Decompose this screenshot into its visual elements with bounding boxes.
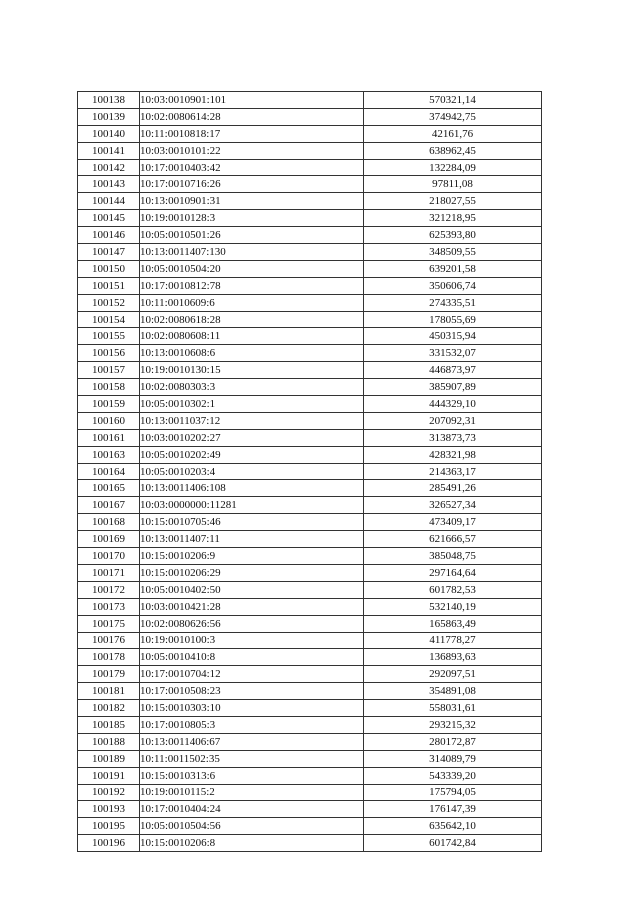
table-row [78, 92, 542, 109]
row-number-cell: 100179 [78, 666, 140, 683]
cadastral-number-cell: 10:13:0011406:67 [140, 733, 364, 750]
row-number-cell: 100142 [78, 159, 140, 176]
table-row [78, 345, 542, 362]
table-row [78, 108, 542, 125]
table-row [78, 176, 542, 193]
row-number-cell: 100173 [78, 598, 140, 615]
table-row [78, 700, 542, 717]
value-cell: 601742,84 [364, 835, 542, 852]
value-cell: 136893,63 [364, 649, 542, 666]
table-row [78, 260, 542, 277]
row-number-cell: 100151 [78, 277, 140, 294]
row-number-cell: 100170 [78, 548, 140, 565]
table-row [78, 750, 542, 767]
row-number-cell: 100161 [78, 429, 140, 446]
cadastral-number-cell: 10:19:0010130:15 [140, 362, 364, 379]
table-row [78, 581, 542, 598]
cadastral-number-cell: 10:13:0011407:11 [140, 531, 364, 548]
cadastral-number-cell: 10:05:0010501:26 [140, 227, 364, 244]
table-row [78, 244, 542, 261]
row-number-cell: 100191 [78, 767, 140, 784]
value-cell: 280172,87 [364, 733, 542, 750]
row-number-cell: 100140 [78, 125, 140, 142]
table-row [78, 396, 542, 413]
cadastral-number-cell: 10:15:0010206:9 [140, 548, 364, 565]
row-number-cell: 100193 [78, 801, 140, 818]
value-cell: 42161,76 [364, 125, 542, 142]
row-number-cell: 100176 [78, 632, 140, 649]
row-number-cell: 100143 [78, 176, 140, 193]
table-row [78, 767, 542, 784]
row-number-cell: 100164 [78, 463, 140, 480]
cadastral-number-cell: 10:11:0010818:17 [140, 125, 364, 142]
table-row [78, 835, 542, 852]
table-row [78, 429, 542, 446]
table-row [78, 379, 542, 396]
table-row [78, 598, 542, 615]
cadastral-number-cell: 10:02:0080626:56 [140, 615, 364, 632]
table-row [78, 649, 542, 666]
value-cell: 292097,51 [364, 666, 542, 683]
cadastral-number-cell: 10:03:0010901:101 [140, 92, 364, 109]
cadastral-number-cell: 10:17:0010508:23 [140, 683, 364, 700]
table-row [78, 193, 542, 210]
row-number-cell: 100169 [78, 531, 140, 548]
row-number-cell: 100141 [78, 142, 140, 159]
value-cell: 297164,64 [364, 564, 542, 581]
value-cell: 97811,08 [364, 176, 542, 193]
value-cell: 214363,17 [364, 463, 542, 480]
table-row [78, 210, 542, 227]
table-row [78, 801, 542, 818]
table-row [78, 564, 542, 581]
value-cell: 285491,26 [364, 480, 542, 497]
row-number-cell: 100150 [78, 260, 140, 277]
cadastral-number-cell: 10:05:0010410:8 [140, 649, 364, 666]
cadastral-number-cell: 10:05:0010302:1 [140, 396, 364, 413]
value-cell: 313873,73 [364, 429, 542, 446]
value-cell: 411778,27 [364, 632, 542, 649]
row-number-cell: 100192 [78, 784, 140, 801]
value-cell: 321218,95 [364, 210, 542, 227]
row-number-cell: 100147 [78, 244, 140, 261]
value-cell: 374942,75 [364, 108, 542, 125]
table-row [78, 683, 542, 700]
cadastral-number-cell: 10:05:0010203:4 [140, 463, 364, 480]
row-number-cell: 100145 [78, 210, 140, 227]
table-row [78, 497, 542, 514]
table-row [78, 615, 542, 632]
value-cell: 218027,55 [364, 193, 542, 210]
cadastral-number-cell: 10:05:0010402:50 [140, 581, 364, 598]
table-row [78, 125, 542, 142]
cadastral-number-cell: 10:02:0080608:11 [140, 328, 364, 345]
value-cell: 348509,55 [364, 244, 542, 261]
table-body [78, 92, 542, 852]
value-cell: 639201,58 [364, 260, 542, 277]
row-number-cell: 100185 [78, 716, 140, 733]
cadastral-number-cell: 10:11:0010609:6 [140, 294, 364, 311]
value-cell: 350606,74 [364, 277, 542, 294]
row-number-cell: 100178 [78, 649, 140, 666]
table-row [78, 480, 542, 497]
row-number-cell: 100189 [78, 750, 140, 767]
value-cell: 165863,49 [364, 615, 542, 632]
cadastral-number-cell: 10:19:0010115:2 [140, 784, 364, 801]
value-cell: 326527,34 [364, 497, 542, 514]
value-cell: 638962,45 [364, 142, 542, 159]
row-number-cell: 100175 [78, 615, 140, 632]
row-number-cell: 100165 [78, 480, 140, 497]
value-cell: 132284,09 [364, 159, 542, 176]
cadastral-number-cell: 10:03:0010101:22 [140, 142, 364, 159]
row-number-cell: 100182 [78, 700, 140, 717]
value-cell: 601782,53 [364, 581, 542, 598]
value-cell: 428321,98 [364, 446, 542, 463]
cadastral-number-cell: 10:15:0010206:29 [140, 564, 364, 581]
row-number-cell: 100157 [78, 362, 140, 379]
cadastral-number-cell: 10:19:0010100:3 [140, 632, 364, 649]
table-row [78, 311, 542, 328]
table-row [78, 277, 542, 294]
row-number-cell: 100181 [78, 683, 140, 700]
row-number-cell: 100171 [78, 564, 140, 581]
row-number-cell: 100195 [78, 818, 140, 835]
table-row [78, 328, 542, 345]
value-cell: 385048,75 [364, 548, 542, 565]
value-cell: 625393,80 [364, 227, 542, 244]
value-cell: 331532,07 [364, 345, 542, 362]
table-row [78, 227, 542, 244]
value-cell: 621666,57 [364, 531, 542, 548]
value-cell: 558031,61 [364, 700, 542, 717]
cadastral-value-table [77, 91, 542, 852]
table-row [78, 784, 542, 801]
table-row [78, 818, 542, 835]
cadastral-number-cell: 10:17:0010704:12 [140, 666, 364, 683]
value-cell: 314089,79 [364, 750, 542, 767]
value-cell: 532140,19 [364, 598, 542, 615]
row-number-cell: 100160 [78, 412, 140, 429]
cadastral-number-cell: 10:17:0010812:78 [140, 277, 364, 294]
table-row [78, 412, 542, 429]
row-number-cell: 100167 [78, 497, 140, 514]
row-number-cell: 100138 [78, 92, 140, 109]
table-row [78, 666, 542, 683]
cadastral-number-cell: 10:15:0010206:8 [140, 835, 364, 852]
cadastral-number-cell: 10:02:0080618:28 [140, 311, 364, 328]
cadastral-number-cell: 10:03:0000000:11281 [140, 497, 364, 514]
cadastral-number-cell: 10:19:0010128:3 [140, 210, 364, 227]
row-number-cell: 100158 [78, 379, 140, 396]
cadastral-number-cell: 10:05:0010504:56 [140, 818, 364, 835]
value-cell: 635642,10 [364, 818, 542, 835]
cadastral-number-cell: 10:17:0010404:24 [140, 801, 364, 818]
cadastral-number-cell: 10:17:0010403:42 [140, 159, 364, 176]
cadastral-number-cell: 10:13:0011407:130 [140, 244, 364, 261]
value-cell: 444329,10 [364, 396, 542, 413]
value-cell: 543339,20 [364, 767, 542, 784]
cadastral-number-cell: 10:15:0010313:6 [140, 767, 364, 784]
cadastral-number-cell: 10:17:0010805:3 [140, 716, 364, 733]
value-cell: 175794,05 [364, 784, 542, 801]
row-number-cell: 100188 [78, 733, 140, 750]
cadastral-number-cell: 10:11:0011502:35 [140, 750, 364, 767]
table-row [78, 142, 542, 159]
row-number-cell: 100146 [78, 227, 140, 244]
row-number-cell: 100139 [78, 108, 140, 125]
cadastral-number-cell: 10:03:0010421:28 [140, 598, 364, 615]
table-row [78, 463, 542, 480]
table-row [78, 531, 542, 548]
value-cell: 473409,17 [364, 514, 542, 531]
row-number-cell: 100156 [78, 345, 140, 362]
row-number-cell: 100172 [78, 581, 140, 598]
row-number-cell: 100155 [78, 328, 140, 345]
row-number-cell: 100196 [78, 835, 140, 852]
value-cell: 354891,08 [364, 683, 542, 700]
cadastral-number-cell: 10:13:0010901:31 [140, 193, 364, 210]
table-row [78, 548, 542, 565]
table-row [78, 294, 542, 311]
table-row [78, 716, 542, 733]
value-cell: 570321,14 [364, 92, 542, 109]
cadastral-number-cell: 10:13:0011406:108 [140, 480, 364, 497]
value-cell: 385907,89 [364, 379, 542, 396]
row-number-cell: 100152 [78, 294, 140, 311]
table-row [78, 446, 542, 463]
row-number-cell: 100163 [78, 446, 140, 463]
table-row [78, 362, 542, 379]
value-cell: 207092,31 [364, 412, 542, 429]
value-cell: 450315,94 [364, 328, 542, 345]
row-number-cell: 100144 [78, 193, 140, 210]
cadastral-number-cell: 10:02:0080303:3 [140, 379, 364, 396]
cadastral-number-cell: 10:03:0010202:27 [140, 429, 364, 446]
table-row [78, 733, 542, 750]
value-cell: 178055,69 [364, 311, 542, 328]
cadastral-number-cell: 10:05:0010504:20 [140, 260, 364, 277]
value-cell: 293215,32 [364, 716, 542, 733]
cadastral-number-cell: 10:15:0010303:10 [140, 700, 364, 717]
value-cell: 274335,51 [364, 294, 542, 311]
table-row [78, 514, 542, 531]
row-number-cell: 100154 [78, 311, 140, 328]
row-number-cell: 100168 [78, 514, 140, 531]
table-row [78, 159, 542, 176]
row-number-cell: 100159 [78, 396, 140, 413]
table-row [78, 632, 542, 649]
cadastral-number-cell: 10:02:0080614:28 [140, 108, 364, 125]
cadastral-number-cell: 10:13:0011037:12 [140, 412, 364, 429]
cadastral-number-cell: 10:13:0010608:6 [140, 345, 364, 362]
value-cell: 176147,39 [364, 801, 542, 818]
value-cell: 446873,97 [364, 362, 542, 379]
cadastral-number-cell: 10:15:0010705:46 [140, 514, 364, 531]
cadastral-number-cell: 10:05:0010202:49 [140, 446, 364, 463]
cadastral-number-cell: 10:17:0010716:26 [140, 176, 364, 193]
